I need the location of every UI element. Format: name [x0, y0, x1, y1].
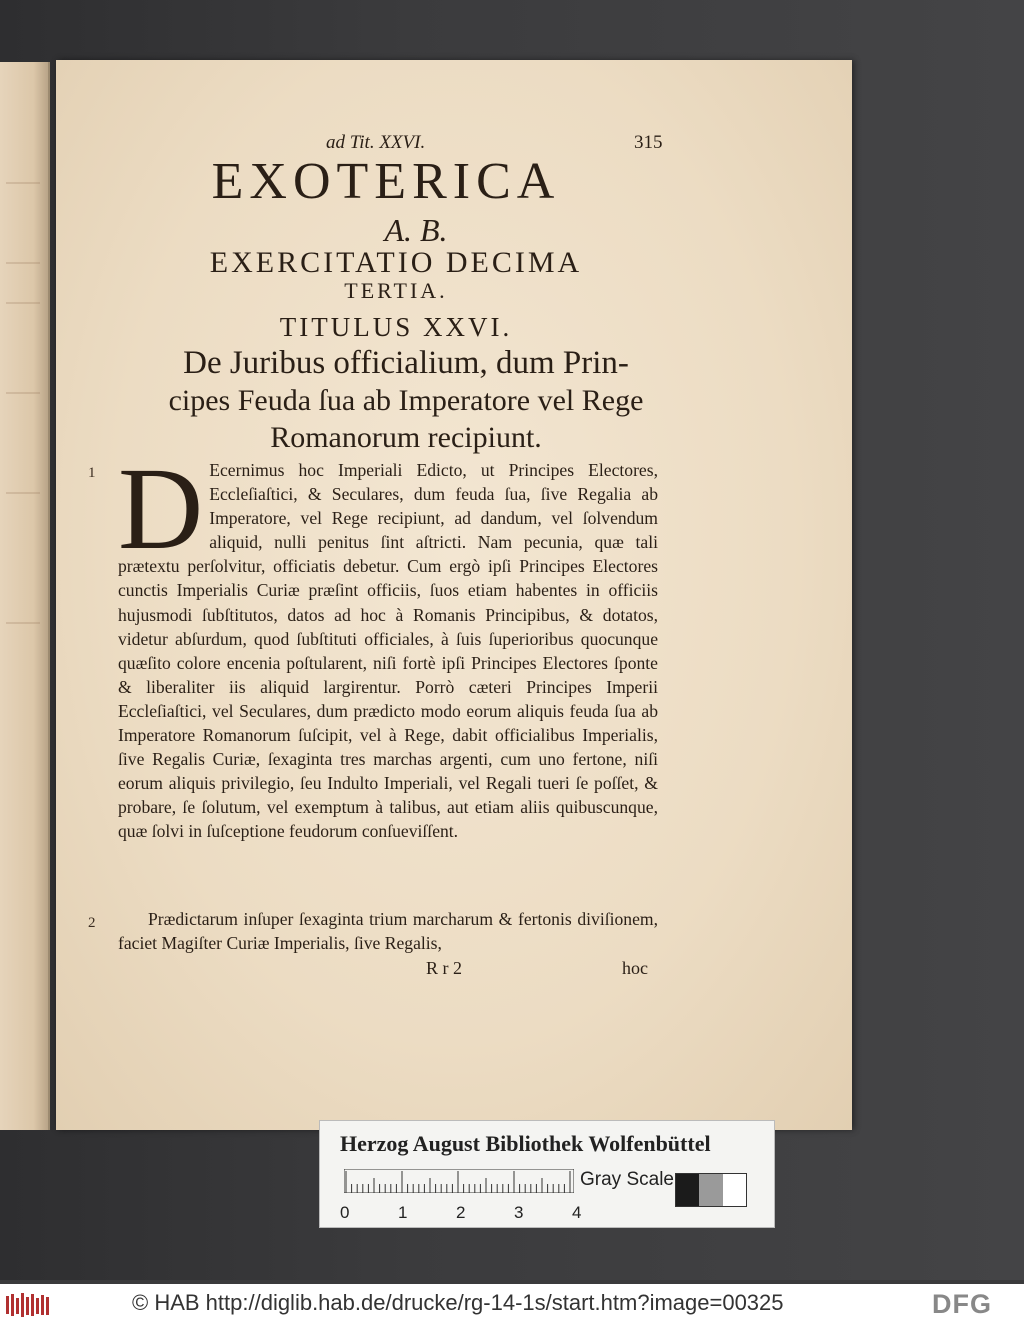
- ruler-label: 1: [398, 1203, 408, 1222]
- left-page-edge: [0, 62, 50, 1130]
- title-ab: A. B.: [384, 212, 448, 248]
- ghost-text: [6, 392, 40, 394]
- title-exercitatio: EXERCITATIO DECIMA: [209, 246, 583, 279]
- ruler-label: 4: [572, 1203, 582, 1222]
- running-head: ad Tit. XXVI.: [326, 132, 426, 153]
- copyright-url[interactable]: © HAB http://diglib.hab.de/drucke/rg-14-1s/start.htm?image=00325: [132, 1290, 784, 1315]
- catchword: hoc: [622, 958, 648, 978]
- paragraph-2: Prædictarum inſuper ſexaginta trium marcharum & fertonis diviſionem, faciet Magiſter Curiæ Imperialis, ſive Regalis,: [118, 909, 658, 954]
- ruler-labels: [340, 1203, 600, 1223]
- headline-line: De Juribus officialium, dum Prin-: [183, 345, 629, 381]
- card-title: Herzog August Bibliothek Wolfenbüttel: [340, 1131, 711, 1156]
- gray-scale-patches: [675, 1173, 747, 1207]
- title-main: EXOTERICA: [211, 153, 561, 210]
- page-number: 315: [634, 132, 663, 153]
- ruler-label: 0: [340, 1203, 350, 1222]
- ghost-text: [6, 262, 40, 264]
- color-target-card: [319, 1120, 775, 1228]
- title-titulus: TITULUS XXVI.: [279, 312, 513, 342]
- book-page: [56, 60, 852, 1130]
- paragraph-1: [118, 443, 658, 844]
- signature-mark: R r 2: [426, 958, 462, 978]
- paragraph-1-text: Ecernimus hoc Imperiali Edicto, ut Principes Electores, Eccleſiaſtici, & Seculares, dum feuda ſua, ſive Regalia ab Imperatore, vel Rege recipiunt, ad dandum, vel ſolvendum aliquid, nulli penitus ſint aſtricti. Nam pecunia, quæ tali prætextu perſolvitur, officiatis debetur. Cum ergò ipſi Principes Electores cunctis Imperialis Curiæ præſint officiis, ſuos etiam habentes in officiis hujusmodi ſubſtitutos, datos ad hoc à Romanis Principibus, & dotatos, videtur abſurdum, quod ſubſtituti officiales, à ſuis ſuperioribus quocunque quæſito colore encenia poſtularent, niſi fortè ipſi Principes Electores ſponte & liberaliter iis aliquid largirentur. Porrò cæteri Principes Imperii Eccleſiaſtici, vel Seculares, dum prædicto modo eorum aliquis feuda ſua ab Imperatore Romanorum ſuſcipit, vel à Rege, dabit officialibus Imperialis, ſive Regalis Curiæ, ſexaginta tres marchas argenti, cum uno fertone, niſi eorum aliquis privilegio, ſeu Indulto Imperiali, vel Regali tueri ſe poſſet, & probare, ſe ſolutum, vel exemptum à talibus, aut etiam aliis quibuscunque, quæ ſolvi in ſuſceptione feudorum conſueviſſent.: [118, 460, 658, 842]
- marginal-number: 1: [88, 465, 96, 481]
- ruler-label: 2: [456, 1203, 466, 1222]
- ghost-text: [6, 622, 40, 624]
- footer-bar: [0, 1284, 1024, 1325]
- hab-logo-icon: [6, 1292, 50, 1318]
- ghost-text: [6, 302, 40, 304]
- dfg-logo-icon: DFG: [932, 1289, 992, 1319]
- headline-line: cipes Feuda ſua ab Imperatore vel Rege: [168, 384, 644, 417]
- drop-cap: D: [118, 443, 204, 574]
- chapter-headline: [96, 345, 716, 456]
- ruler-label: 3: [514, 1203, 524, 1222]
- gray-patch-dark: [676, 1174, 699, 1206]
- gray-scale-label: Gray Scale: [580, 1169, 674, 1190]
- ghost-text: [6, 182, 40, 184]
- gray-patch-light: [723, 1174, 746, 1206]
- gray-patch-mid: [699, 1174, 722, 1206]
- headline-line: Romanorum recipiunt.: [270, 421, 542, 454]
- marginal-number: 2: [88, 915, 96, 931]
- title-tertia: TERTIA.: [344, 278, 448, 303]
- page-content: [56, 60, 852, 1130]
- ruler-scale: [344, 1169, 574, 1193]
- ghost-text: [6, 492, 40, 494]
